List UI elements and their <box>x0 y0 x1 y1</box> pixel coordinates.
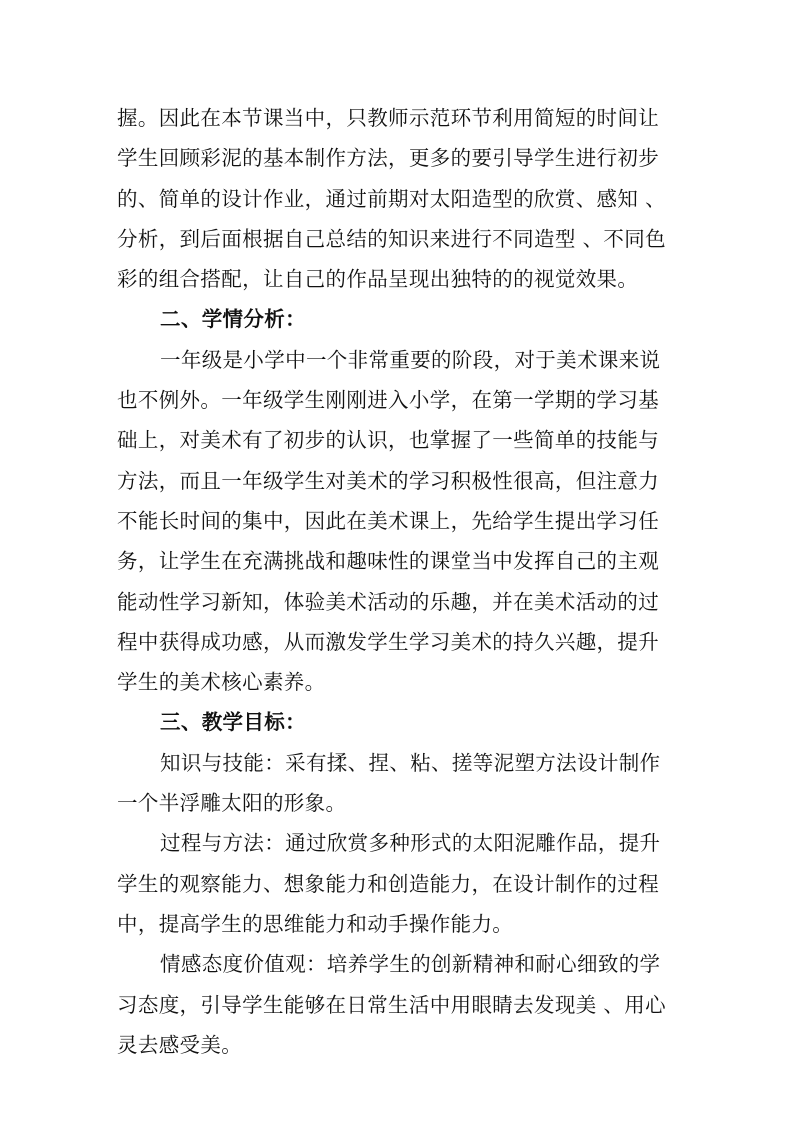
paragraph-line: 学生的美术核心素养。 <box>117 670 326 695</box>
paragraph-line: 过程与方法：通过欣赏多种形式的太阳泥雕作品，提升 <box>160 831 661 856</box>
paragraph-line: 一年级是小学中一个非常重要的阶段，对于美术课来说 <box>160 347 661 372</box>
paragraph-line: 务，让学生在充满挑战和趣味性的课堂当中发挥自己的主观 <box>117 549 660 574</box>
paragraph-line: 程中获得成功感，从而激发学生学习美术的持久兴趣，提升 <box>117 629 660 654</box>
paragraph-line: 学生回顾彩泥的基本制作方法，更多的要引导学生进行初步 <box>117 146 660 171</box>
paragraph-line: 分析，到后面根据自己总结的知识来进行不同造型 、不同色 <box>117 226 666 251</box>
document-body <box>117 98 677 1065</box>
paragraph-line: 灵去感受美。 <box>117 1032 243 1057</box>
paragraph-line: 的、简单的设计作业，通过前期对太阳造型的欣赏、感知 、 <box>117 186 666 211</box>
section-heading-learning-analysis: 二、学情分析： <box>160 307 306 332</box>
paragraph-line: 握。因此在本节课当中，只教师示范环节利用简短的时间让 <box>117 106 660 130</box>
paragraph-line: 方法，而且一年级学生对美术的学习积极性很高，但注意力 <box>117 468 660 493</box>
paragraph-line: 彩的组合搭配，让自己的作品呈现出独特的的视觉效果。 <box>117 267 639 292</box>
paragraph-line: 知识与技能：采有揉、捏、粘、搓等泥塑方法设计制作 <box>160 750 661 775</box>
paragraph-line: 情感态度价值观：培养学生的创新精神和耐心细致的学 <box>160 952 661 977</box>
paragraph-line: 也不例外。一年级学生刚刚进入小学，在第一学期的学习基 <box>117 388 660 413</box>
paragraph-line: 不能长时间的集中，因此在美术课上，先给学生提出学习任 <box>117 508 660 533</box>
paragraph-line: 础上，对美术有了初步的认识，也掌握了一些简单的技能与 <box>117 428 660 453</box>
paragraph-line: 习态度，引导学生能够在日常生活中用眼睛去发现美 、用心 <box>117 992 666 1017</box>
paragraph-line: 能动性学习新知，体验美术活动的乐趣，并在美术活动的过 <box>117 589 660 614</box>
paragraph-line: 中，提高学生的思维能力和动手操作能力。 <box>117 911 514 936</box>
section-heading-teaching-goals: 三、教学目标： <box>160 710 306 735</box>
paragraph-line: 学生的观察能力、想象能力和创造能力，在设计制作的过程 <box>117 871 660 896</box>
paragraph-line: 一个半浮雕太阳的形象。 <box>117 791 347 816</box>
